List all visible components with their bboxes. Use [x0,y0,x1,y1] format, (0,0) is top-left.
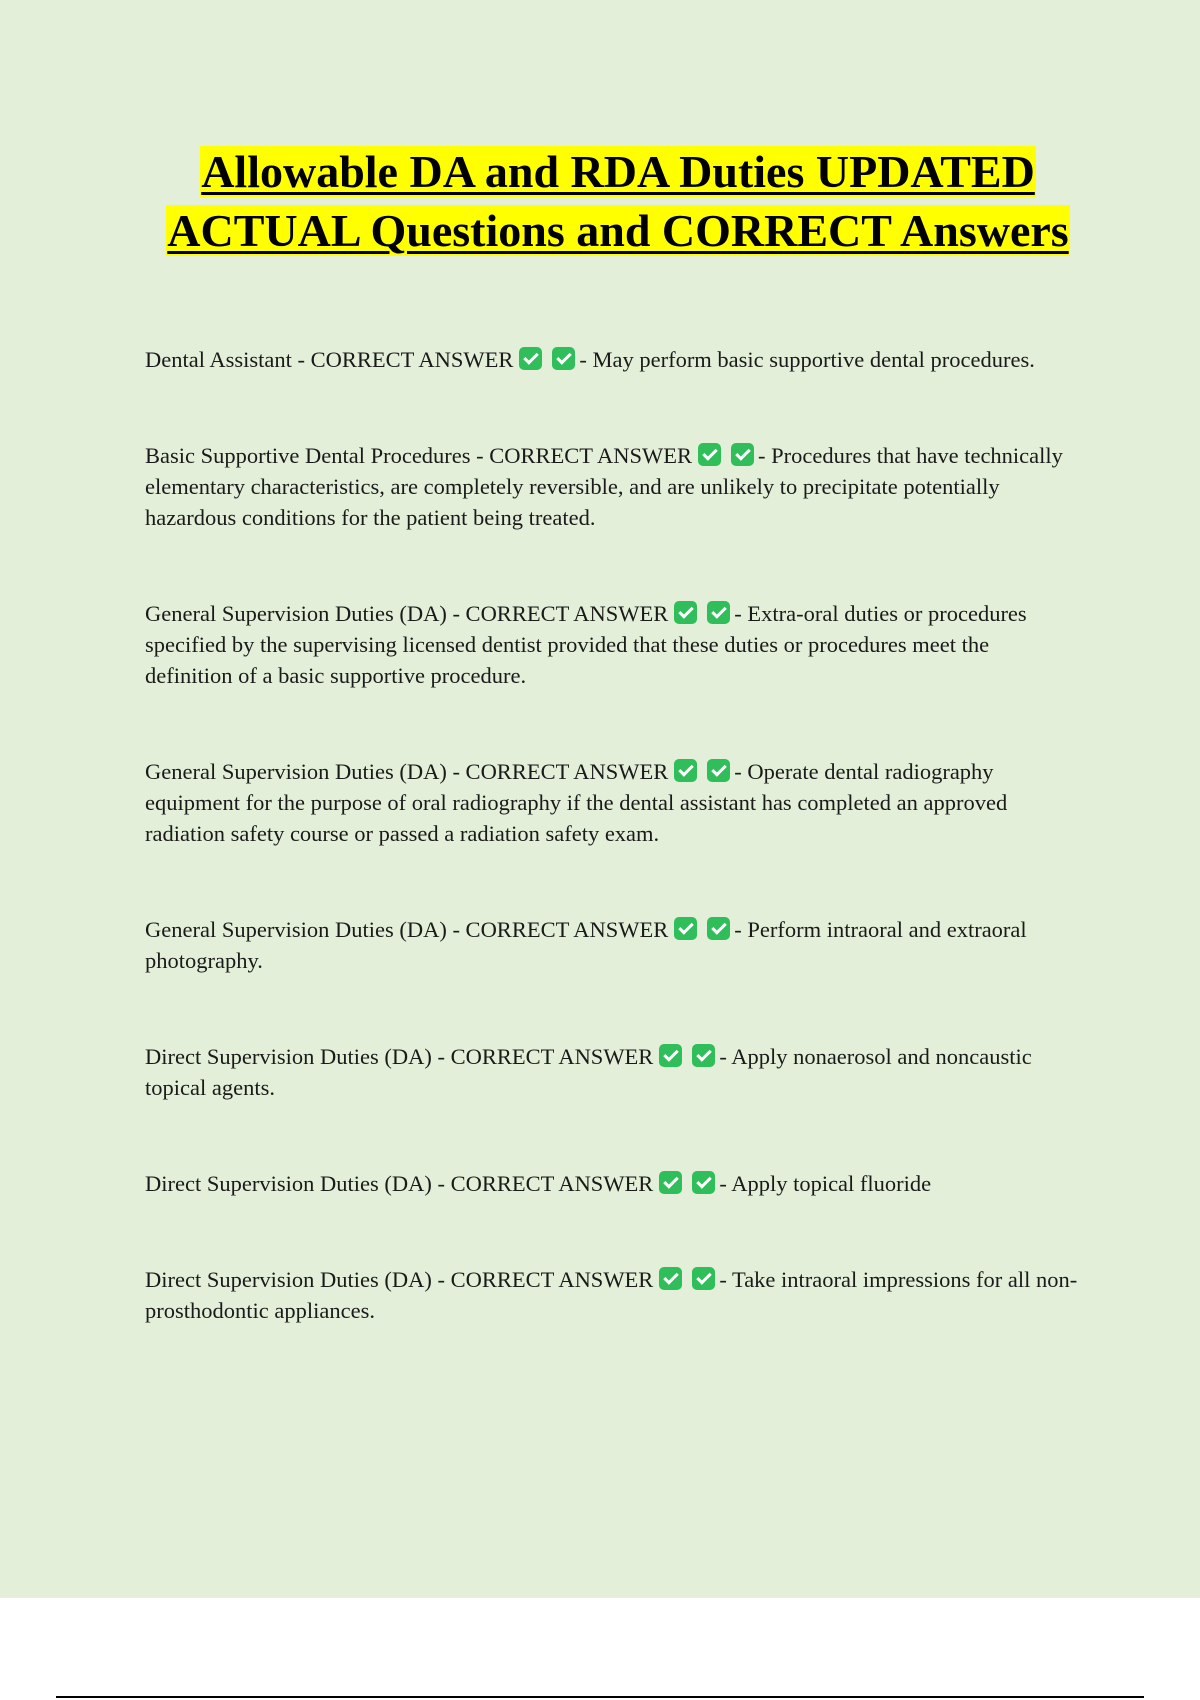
entry-marker: - CORRECT ANSWER [431,1267,654,1292]
footer-divider [56,1696,1144,1698]
check-box-icon [519,347,542,370]
qa-entry-list [145,344,1080,1326]
qa-entry [145,914,1080,976]
qa-entry [145,1264,1080,1326]
check-box-icon [692,1044,715,1067]
check-box-icon [659,1267,682,1290]
entry-answer: - Extra-oral duties or procedures specified by the supervising licensed dentist provided that these duties or procedures meet the definition of a basic supportive procedure. [145,601,1027,688]
qa-entry [145,440,1080,533]
entry-term: Dental Assistant [145,347,292,372]
entry-answer: - May perform basic supportive dental procedures. [579,347,1035,372]
qa-entry [145,598,1080,691]
check-box-icon [692,1171,715,1194]
entry-term: Direct Supervision Duties (DA) [145,1044,432,1069]
entry-term: General Supervision Duties (DA) [145,917,447,942]
check-box-icon [659,1044,682,1067]
entry-marker: - CORRECT ANSWER [470,443,693,468]
entry-answer: - Operate dental radiography equipment for the purpose of oral radiography if the dental assistant has completed an approved radiation safety course or passed a radiation safety exam. [145,759,1008,846]
entry-term: Direct Supervision Duties (DA) [145,1267,432,1292]
entry-marker: - CORRECT ANSWER [446,917,669,942]
entry-answer: - Apply nonaerosol and noncaustic topical agents. [145,1044,1032,1100]
check-box-icon [707,759,730,782]
entry-marker: - CORRECT ANSWER [431,1044,654,1069]
entry-term: Basic Supportive Dental Procedures [145,443,471,468]
entry-answer: - Apply topical fluoride [719,1171,932,1196]
entry-marker: - CORRECT ANSWER [291,347,514,372]
qa-entry [145,756,1080,849]
check-box-icon [731,443,754,466]
qa-entry [145,1041,1080,1103]
entry-marker: - CORRECT ANSWER [431,1171,654,1196]
qa-entry [145,1168,1080,1199]
document-title: Allowable DA and RDA Duties UPDATED ACTUAL Questions and CORRECT Answers [167,146,1069,256]
entry-term: General Supervision Duties (DA) [145,759,447,784]
check-box-icon [707,917,730,940]
qa-entry [145,344,1080,375]
entry-term: General Supervision Duties (DA) [145,601,447,626]
check-box-icon [674,601,697,624]
entry-marker: - CORRECT ANSWER [446,759,669,784]
entry-answer: - Take intraoral impressions for all non-prosthodontic appliances. [145,1267,1078,1323]
entry-term: Direct Supervision Duties (DA) [145,1171,432,1196]
check-box-icon [698,443,721,466]
check-box-icon [674,917,697,940]
check-box-icon [707,601,730,624]
entry-answer: - Procedures that have technically elementary characteristics, are completely reversible, and are unlikely to precipitate potentially hazardous conditions for the patient being treated. [145,443,1063,530]
document-title-block [100,142,1136,260]
entry-marker: - CORRECT ANSWER [446,601,669,626]
check-box-icon [674,759,697,782]
check-box-icon [552,347,575,370]
check-box-icon [659,1171,682,1194]
entry-answer: - Perform intraoral and extraoral photography. [145,917,1027,973]
check-box-icon [692,1267,715,1290]
